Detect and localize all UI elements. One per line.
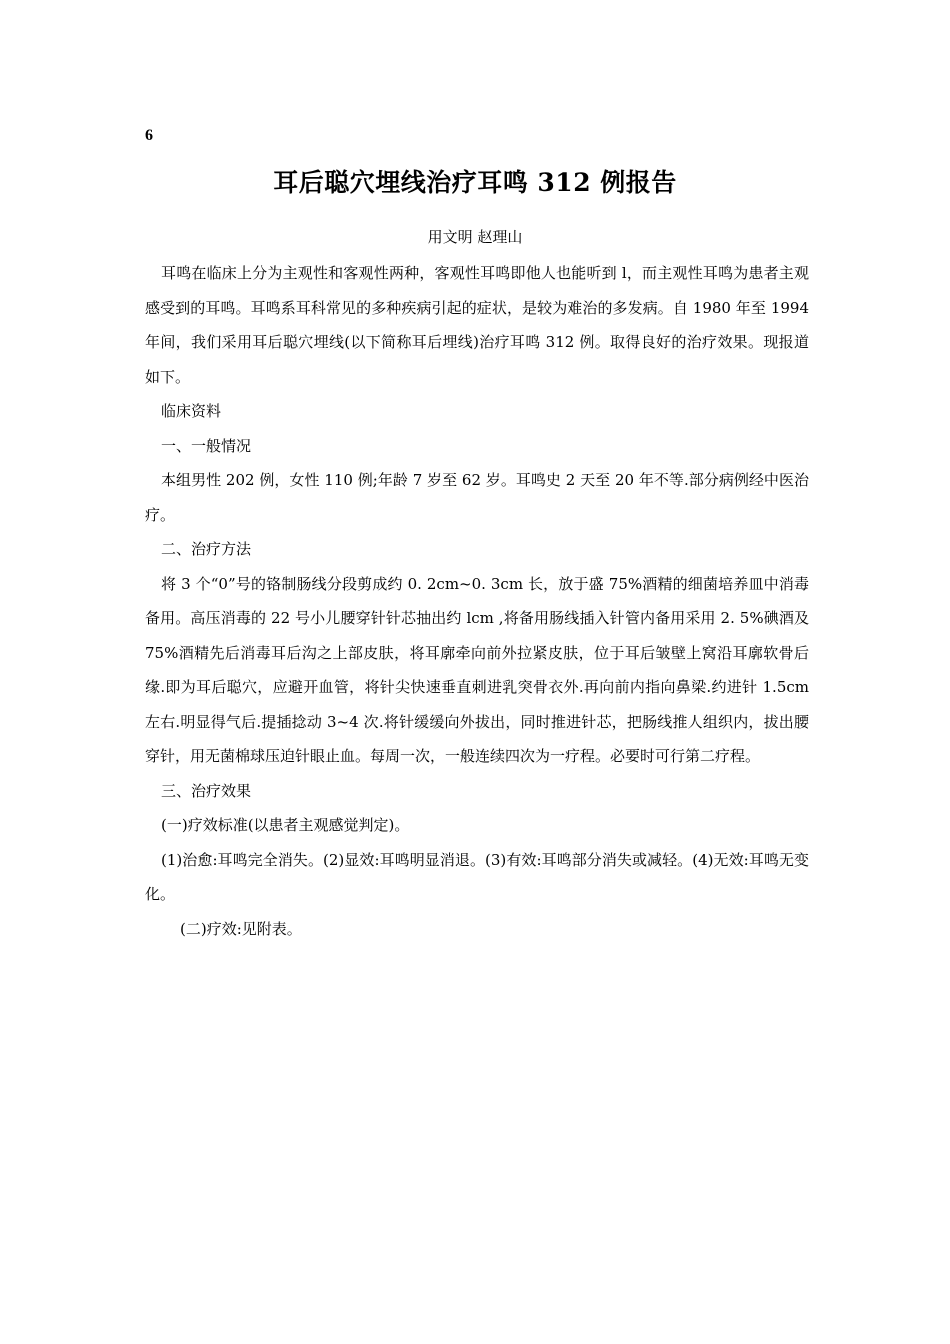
paragraph-efficacy-criteria: (1)治愈:耳鸣完全消失。(2)显效:耳鸣明显消退。(3)有效:耳鸣部分消失或减轻。(4)无效:耳鸣无变化。: [145, 850, 809, 903]
article-body: [145, 256, 809, 946]
paragraph-general-info: 本组男性 202 例，女性 110 例;年龄 7 岁至 62 岁。耳鸣史 2 天至 20 年不等.部分病例经中医治疗。: [145, 471, 809, 524]
section-heading-clinical-data: 临床资料: [161, 402, 222, 420]
authors: 用文明 赵理山: [427, 228, 523, 246]
paragraph-efficacy-see-table: (二)疗效:见附表。: [180, 919, 302, 938]
paragraph-treatment-method: 将 3 个“0”号的铬制肠线分段剪成约 0. 2cm~0. 3cm 长，放于盛 75%酒精的细菌培养皿中消毒备用。高压消毒的 22 号小儿腰穿针针芯抽出约 lcm ,将备用肠线插入针管内备用采用 2. 5%碘酒及 75%酒精先后消毒耳后沟之上部皮肤，将耳廓牵向前外拉紧皮肤，位于耳后皱壁上窝沿耳廓软骨后缘.即为耳后聪穴，应避开血管，将针尖快速垂直刺进乳突骨衣外.再向前内指向鼻梁.约进针 1.5cm 左右.明显得气后.提插捻动 3~4 次.将针缓缓向外拔出，同时推进针芯，把肠线推人组织内，拔出腰穿针，用无菌棉球压迫针眼止血。每周一次，一般连续四次为一疗程。必要时可行第二疗程。: [145, 574, 809, 765]
paragraph-intro: 耳鸣在临床上分为主观性和客观性两种，客观性耳鸣即他人也能听到 l，而主观性耳鸣为患者主观感受到的耳鸣。耳鸣系耳科常见的多种疾病引起的症状，是较为难治的多发病。自 1980 年至 1994 年间，我们采用耳后聪穴埋线(以下简称耳后埋线)治疗耳鸣 312 例。取得良好的治疗效果。现报道如下。: [145, 264, 809, 386]
subheading-treatment-results: 三、治疗效果: [161, 781, 252, 800]
page-title: 耳后聪穴埋线治疗耳鸣 312 例报告: [273, 168, 677, 197]
paragraph-efficacy-criteria-heading: (一)疗效标准(以患者主观感觉判定)。: [161, 816, 410, 834]
subheading-treatment-method: 二、治疗方法: [161, 540, 252, 558]
page-number: 6: [145, 127, 153, 144]
subheading-general-info: 一、一般情况: [161, 436, 252, 455]
